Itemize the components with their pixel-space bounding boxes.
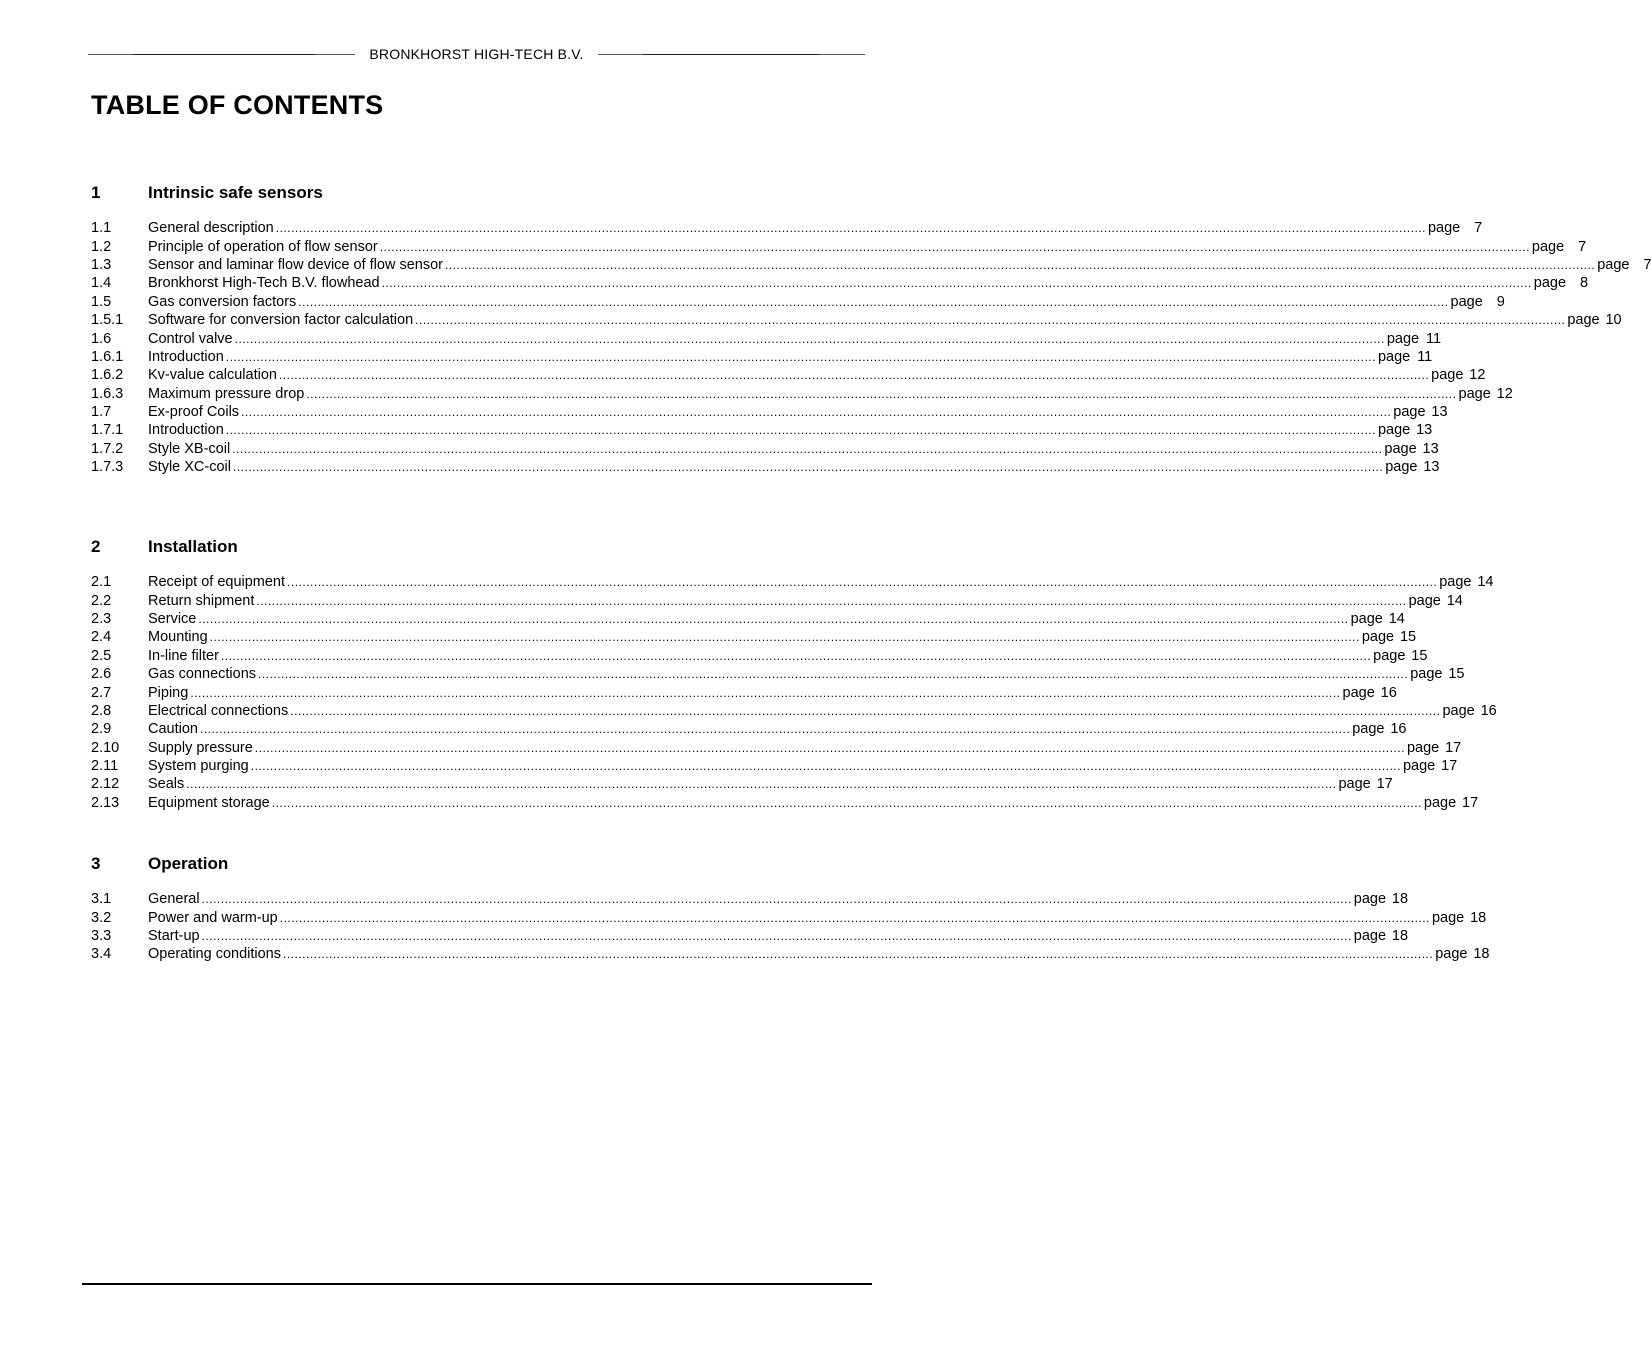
page-label: page — [1431, 909, 1465, 926]
dot-leader: ............................................................................................................................................................................................................................................................................................................ — [220, 648, 1372, 663]
page-number: 18 — [1473, 946, 1490, 963]
dot-leader: ............................................................................................................................................................................................................................................................................................................ — [444, 257, 1596, 272]
page-label: page — [1435, 946, 1468, 963]
toc-entry[interactable] — [91, 665, 1465, 683]
page-number: 18 — [1391, 927, 1409, 944]
page-number: 13 — [1423, 459, 1440, 476]
toc-entry[interactable] — [91, 794, 1479, 812]
toc-entry[interactable] — [91, 366, 1486, 384]
dot-leader: ............................................................................................................................................................................................................................................................................................................ — [279, 910, 1430, 925]
entry-number: 1.7.1 — [91, 422, 124, 439]
entry-title: Introduction — [148, 348, 224, 365]
page-number: 16 — [1390, 721, 1407, 738]
entry-page — [1567, 312, 1621, 328]
section-heading — [91, 181, 852, 205]
entry-page — [1338, 776, 1392, 792]
page-label: page — [1408, 592, 1441, 609]
section-number: 3 — [91, 854, 101, 873]
dot-leader: ............................................................................................................................................................................................................................................................................................................ — [232, 441, 1383, 456]
toc-section-3 — [91, 852, 1490, 964]
entry-title: Kv-value calculation — [148, 367, 277, 384]
page-label: page — [1393, 404, 1426, 421]
toc-entry[interactable] — [91, 219, 1483, 237]
page-number: 7 — [1474, 220, 1483, 237]
section-title: Installation — [148, 537, 238, 556]
header-rule-left — [88, 54, 355, 55]
entry-number: 2.3 — [91, 610, 112, 627]
toc-entry[interactable] — [91, 757, 1458, 775]
toc-entry[interactable] — [91, 720, 1407, 738]
page-number: 18 — [1470, 909, 1487, 926]
entry-number: 1.7 — [91, 404, 112, 421]
page-number: 14 — [1477, 574, 1494, 591]
entry-title: Maximum pressure drop — [148, 385, 305, 402]
entry-number: 2.5 — [91, 647, 112, 664]
header-rule-right — [598, 54, 865, 55]
dot-leader: ............................................................................................................................................................................................................................................................................................................ — [415, 313, 1566, 328]
page-label: page — [1377, 348, 1411, 365]
entry-title: Principle of operation of flow sensor — [148, 238, 378, 255]
entry-title: Mounting — [148, 629, 208, 646]
page-label: page — [1402, 758, 1436, 775]
dot-leader: ............................................................................................................................................................................................................................................................................................................ — [250, 759, 1401, 774]
entry-page — [1373, 648, 1427, 664]
entry-number: 2.8 — [91, 702, 112, 719]
entry-page — [1403, 758, 1457, 774]
entry-title: Caution — [148, 721, 198, 738]
section-title: Operation — [148, 854, 229, 873]
entry-number: 3.2 — [91, 909, 112, 926]
dot-leader: ............................................................................................................................................................................................................................................................................................................ — [234, 331, 1385, 346]
entry-title: In-line filter — [148, 647, 219, 664]
entry-title: Supply pressure — [148, 739, 253, 756]
toc-entry[interactable] — [91, 702, 1497, 720]
entry-number: 2.13 — [91, 794, 120, 811]
page-number: 7 — [1578, 238, 1587, 255]
dot-leader: ............................................................................................................................................................................................................................................................................................................ — [287, 575, 1438, 590]
page-number: 14 — [1388, 610, 1405, 627]
entry-page — [1362, 629, 1416, 645]
dot-leader: ............................................................................................................................................................................................................................................................................................................ — [258, 667, 1409, 682]
entry-page — [1378, 349, 1432, 365]
dot-leader: ............................................................................................................................................................................................................................................................................................................ — [271, 795, 1422, 810]
dot-leader: ............................................................................................................................................................................................................................................................................................................ — [201, 892, 1352, 907]
toc-entry[interactable] — [91, 256, 1651, 274]
toc-entry[interactable] — [91, 403, 1448, 421]
entry-number: 1.2 — [91, 238, 112, 255]
entry-title: Gas connections — [148, 666, 257, 683]
page-number: 9 — [1496, 293, 1505, 310]
dot-leader: ............................................................................................................................................................................................................................................................................................................ — [275, 221, 1426, 236]
page-number: 17 — [1445, 739, 1462, 756]
toc-entry[interactable] — [91, 610, 1405, 628]
entry-title: Bronkhorst High-Tech B.V. flowhead — [148, 275, 380, 292]
entry-number: 2.7 — [91, 684, 112, 701]
entry-title: Style XB-coil — [148, 440, 231, 457]
entry-title: Operating conditions — [148, 946, 281, 963]
dot-leader: ............................................................................................................................................................................................................................................................................................................ — [278, 368, 1430, 383]
page-number: 15 — [1399, 629, 1417, 646]
page-number: 17 — [1462, 794, 1479, 811]
page-label: page — [1597, 256, 1630, 273]
entry-page — [1532, 239, 1586, 255]
page-number: 11 — [1426, 330, 1442, 347]
page-number: 12 — [1496, 385, 1513, 402]
page-label: page — [1431, 367, 1464, 384]
entry-page — [1442, 703, 1496, 719]
dot-leader: ............................................................................................................................................................................................................................................................................................................ — [298, 294, 1449, 309]
page-label: page — [1531, 238, 1565, 255]
toc-entry[interactable] — [91, 293, 1505, 311]
entry-number: 2.4 — [91, 629, 112, 646]
entry-title: General description — [148, 220, 274, 237]
section-heading — [91, 852, 852, 876]
entry-page — [1378, 422, 1432, 438]
entry-page — [1387, 331, 1441, 347]
page-label: page — [1353, 891, 1387, 908]
page-number: 17 — [1376, 776, 1393, 793]
entry-page — [1352, 721, 1406, 737]
entry-number: 1.7.3 — [91, 459, 124, 476]
page-title: TABLE OF CONTENTS — [91, 90, 384, 120]
page-label: page — [1350, 610, 1383, 627]
page-header — [88, 44, 865, 64]
header-company: BRONKHORST HIGH-TECH B.V. — [369, 46, 584, 62]
page-label: page — [1377, 422, 1411, 439]
section-title: Intrinsic safe sensors — [148, 183, 323, 202]
entry-page — [1384, 441, 1438, 457]
entry-number: 2.1 — [91, 574, 112, 591]
entry-title: Start-up — [148, 927, 200, 944]
entry-title: Service — [148, 610, 197, 627]
entry-number: 2.10 — [91, 739, 120, 756]
dot-leader: ............................................................................................................................................................................................................................................................................................................ — [241, 405, 1392, 420]
dot-leader: ............................................................................................................................................................................................................................................................................................................ — [306, 386, 1457, 401]
page-label: page — [1342, 684, 1375, 701]
entry-number: 3.4 — [91, 946, 112, 963]
page-label: page — [1352, 721, 1385, 738]
entry-number: 1.3 — [91, 256, 112, 273]
toc-entry[interactable] — [91, 775, 1393, 793]
entry-number: 1.1 — [91, 220, 112, 237]
toc-entry[interactable] — [91, 385, 1513, 403]
page-label: page — [1385, 459, 1418, 476]
entry-page — [1439, 574, 1493, 590]
entry-number: 1.7.2 — [91, 440, 124, 457]
page-number: 15 — [1411, 647, 1428, 664]
entry-title: Receipt of equipment — [148, 574, 286, 591]
entry-page — [1354, 891, 1408, 907]
page-label: page — [1423, 794, 1457, 811]
toc-entry[interactable] — [91, 274, 1589, 292]
page-label: page — [1533, 275, 1567, 292]
page-number: 16 — [1380, 684, 1397, 701]
entry-page — [1351, 611, 1405, 627]
page-number: 18 — [1391, 891, 1409, 908]
toc-entry[interactable] — [91, 890, 1409, 908]
toc-section-1 — [91, 181, 1651, 476]
toc-entry[interactable] — [91, 628, 1417, 646]
page-label: page — [1442, 702, 1475, 719]
dot-leader: ............................................................................................................................................................................................................................................................................................................ — [254, 740, 1405, 755]
dot-leader: ............................................................................................................................................................................................................................................................................................................ — [381, 276, 1532, 291]
page-label: page — [1353, 927, 1387, 944]
dot-leader: ............................................................................................................................................................................................................................................................................................................ — [190, 685, 1341, 700]
toc-section-2 — [91, 535, 1497, 812]
page-label: page — [1427, 220, 1461, 237]
entry-number: 1.6.3 — [91, 385, 124, 402]
entry-title: Style XC-coil — [148, 459, 231, 476]
page-number: 17 — [1441, 758, 1458, 775]
toc-entry[interactable] — [91, 421, 1433, 439]
entry-page — [1451, 294, 1505, 310]
entry-title: System purging — [148, 758, 249, 775]
dot-leader: ............................................................................................................................................................................................................................................................................................................ — [225, 423, 1376, 438]
entry-page — [1343, 685, 1397, 701]
entry-title: Sensor and laminar flow device of flow sensor — [148, 256, 443, 273]
section-number: 1 — [91, 183, 101, 202]
entry-number: 2.2 — [91, 592, 112, 609]
dot-leader: ............................................................................................................................................................................................................................................................................................................ — [233, 460, 1384, 475]
entry-page — [1597, 257, 1651, 273]
entry-number: 1.5 — [91, 293, 112, 310]
toc-entry[interactable] — [91, 348, 1433, 366]
page-number: 13 — [1431, 404, 1448, 421]
toc-entry[interactable] — [91, 573, 1494, 591]
entry-page — [1410, 666, 1464, 682]
entry-number: 1.4 — [91, 275, 112, 292]
entry-title: Introduction — [148, 422, 224, 439]
entry-page — [1409, 593, 1463, 609]
entry-page — [1428, 220, 1482, 236]
entry-page — [1459, 386, 1513, 402]
entry-page — [1354, 928, 1408, 944]
toc-entry[interactable] — [91, 440, 1439, 458]
dot-leader: ............................................................................................................................................................................................................................................................................................................ — [283, 947, 1434, 962]
page-label: page — [1458, 385, 1491, 402]
dot-leader: ............................................................................................................................................................................................................................................................................................................ — [290, 703, 1441, 718]
dot-leader: ............................................................................................................................................................................................................................................................................................................ — [225, 349, 1376, 364]
section-number: 2 — [91, 537, 101, 556]
page-number: 11 — [1417, 348, 1433, 365]
entry-page — [1407, 740, 1461, 756]
page-label: page — [1386, 330, 1420, 347]
page-number: 13 — [1422, 440, 1439, 457]
entry-number: 1.6 — [91, 330, 112, 347]
entry-number: 2.6 — [91, 666, 112, 683]
page-number: 14 — [1446, 592, 1463, 609]
entry-title: General — [148, 891, 200, 908]
toc-entry[interactable] — [91, 329, 1442, 347]
page-number: 15 — [1448, 666, 1465, 683]
page-label: page — [1439, 574, 1472, 591]
toc-entry[interactable] — [91, 237, 1587, 255]
toc-entry[interactable] — [91, 458, 1440, 476]
entry-number: 1.6.1 — [91, 348, 124, 365]
entry-title: Ex-proof Coils — [148, 404, 240, 421]
page-number: 10 — [1605, 312, 1622, 329]
entry-title: Equipment storage — [148, 794, 270, 811]
page-number: 16 — [1480, 702, 1497, 719]
toc-entry[interactable] — [91, 927, 1409, 945]
footer-rule — [82, 1283, 872, 1285]
page-label: page — [1406, 739, 1440, 756]
toc-entry[interactable] — [91, 683, 1397, 701]
entry-number: 3.3 — [91, 927, 112, 944]
dot-leader: ............................................................................................................................................................................................................................................................................................................ — [209, 630, 1360, 645]
page-label: page — [1450, 293, 1483, 310]
entry-number: 1.5.1 — [91, 312, 124, 329]
toc-entry[interactable] — [91, 739, 1462, 757]
page-label: page — [1567, 312, 1600, 329]
page-label: page — [1384, 440, 1417, 457]
page-number: 13 — [1416, 422, 1433, 439]
entry-number: 1.6.2 — [91, 367, 124, 384]
entry-title: Piping — [148, 684, 189, 701]
entry-number: 2.12 — [91, 776, 120, 793]
dot-leader: ............................................................................................................................................................................................................................................................................................................ — [199, 722, 1351, 737]
entry-page — [1393, 404, 1447, 420]
page-label: page — [1361, 629, 1395, 646]
entry-title: Software for conversion factor calculation — [148, 312, 414, 329]
dot-leader: ............................................................................................................................................................................................................................................................................................................ — [256, 593, 1407, 608]
entry-number: 3.1 — [91, 891, 112, 908]
dot-leader: ............................................................................................................................................................................................................................................................................................................ — [186, 777, 1337, 792]
page-number: 12 — [1469, 367, 1486, 384]
entry-title: Power and warm-up — [148, 909, 278, 926]
entry-page — [1385, 459, 1439, 475]
entry-page — [1424, 795, 1478, 811]
entry-page — [1435, 946, 1489, 962]
entry-title: Electrical connections — [148, 702, 289, 719]
section-heading — [91, 535, 852, 559]
dot-leader: ............................................................................................................................................................................................................................................................................................................ — [198, 611, 1349, 626]
entry-title: Gas conversion factors — [148, 293, 297, 310]
page-label: page — [1373, 647, 1406, 664]
entry-page — [1534, 275, 1588, 291]
entry-number: 2.9 — [91, 721, 112, 738]
entry-title: Control valve — [148, 330, 233, 347]
entry-number: 2.11 — [91, 758, 119, 775]
page-label: page — [1410, 666, 1443, 683]
dot-leader: ............................................................................................................................................................................................................................................................................................................ — [379, 239, 1530, 254]
page-label: page — [1338, 776, 1371, 793]
toc-entry[interactable] — [91, 647, 1428, 665]
toc-entry[interactable] — [91, 908, 1487, 926]
page-number: 8 — [1579, 275, 1589, 292]
dot-leader: ............................................................................................................................................................................................................................................................................................................ — [201, 928, 1352, 943]
toc-entry[interactable] — [91, 311, 1622, 329]
entry-title: Return shipment — [148, 592, 255, 609]
page-number: 7 — [1643, 256, 1651, 273]
entry-page — [1432, 910, 1486, 926]
toc-entry[interactable] — [91, 591, 1463, 609]
toc-entry[interactable] — [91, 945, 1490, 963]
entry-title: Seals — [148, 776, 185, 793]
entry-page — [1431, 367, 1485, 383]
